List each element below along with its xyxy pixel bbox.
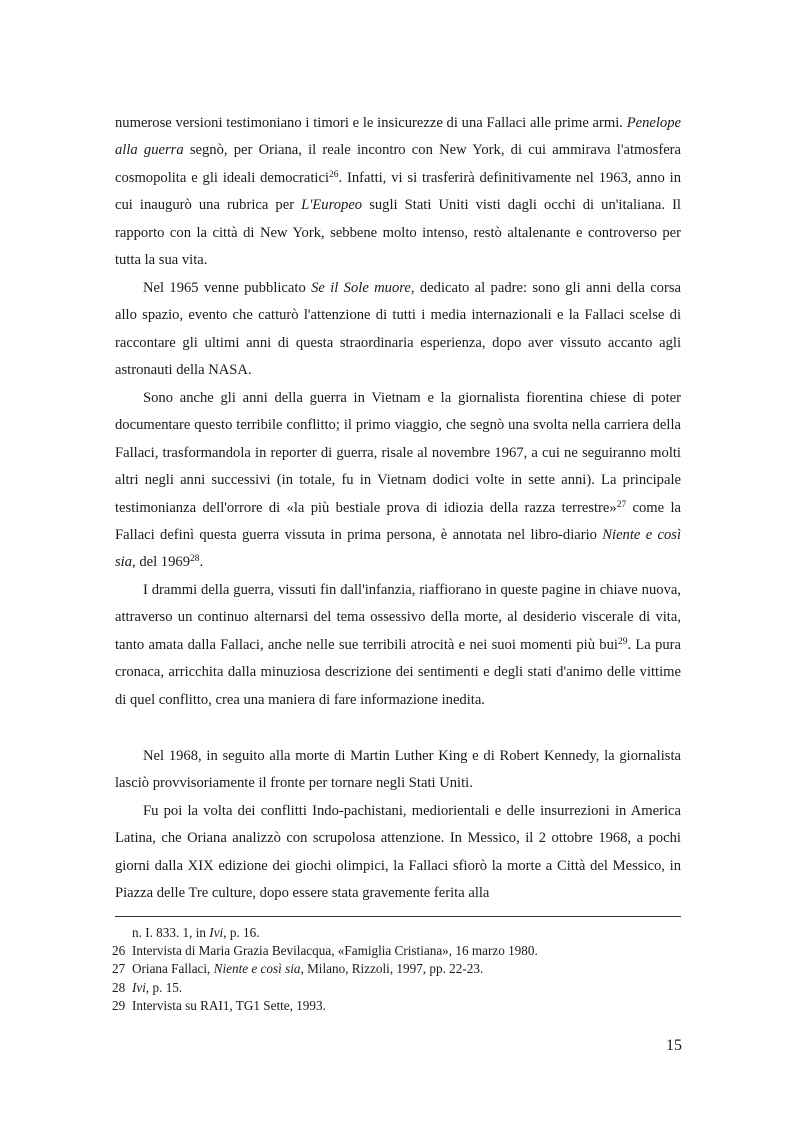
text-run: , p. 15. <box>145 979 183 995</box>
footnote-text <box>132 979 182 997</box>
body-paragraph <box>115 110 681 274</box>
footnote-ref[interactable]: 29 <box>617 636 628 647</box>
italic-title: Se il Sole muore <box>311 280 411 296</box>
footnote-29 <box>112 997 682 1015</box>
footnote-continuation <box>112 924 682 942</box>
italic-title: Ivi <box>132 979 146 995</box>
text-run: come la Fallaci definì questa guerra vissuta in prima persona, è annotata nel libro-diario <box>115 499 681 544</box>
text-run: n. I. 833. 1, in <box>132 925 210 940</box>
text-run: , del 1969 <box>132 554 190 571</box>
text-run: Sono anche gli anni della guerra in Vietnam e la giornalista fiorentina chiese di poter documentare questo terribile conflitto; il primo viaggio, che segnò una svolta nella carriera della Fallaci, trasformandola in reporter di guerra, risale al novembre 1967, a cui ne seguiranno molti altri negli anni successivi (in totale, fu in Vietnam dodici volte in sette anni). La principale testimonianza dell'orrore di «la più bestiale prova di idiozia della razza terrestre» <box>115 390 681 516</box>
footnote-ref[interactable]: 28 <box>190 554 200 565</box>
body-paragraph <box>115 798 681 908</box>
text-run: . Infatti, vi si trasferirà definitivamente nel 1963, anno in cui inaugurò una rubrica per <box>115 169 681 214</box>
footnote-ref[interactable]: 27 <box>616 499 627 510</box>
italic-title: L'Europeo <box>301 197 363 214</box>
page-number: 15 <box>666 1037 682 1054</box>
footnote-number: 27 <box>112 961 126 977</box>
footnote-27 <box>112 960 682 978</box>
text-run: sugli Stati Uniti visti dagli occhi di un'italiana. Il rapporto con la città di New York, sebbene molto intenso, restò altalenante e controverso per tutta la sua vita. <box>115 197 681 269</box>
text-run: numerose versioni testimoniano i timori e le insicurezze di una Fallaci alle prime armi. <box>115 115 627 131</box>
body-paragraph <box>115 577 681 714</box>
text-run: , Milano, Rizzoli, 1997, pp. 22-23. <box>300 961 484 977</box>
text-run: . La pura cronaca, arricchita dalla minuziosa descrizione dei sentimenti e degli stati d'animo delle vittime di quel conflitto, crea una maniera di fare informazione inedita. <box>115 636 681 708</box>
italic-title: Penelope alla guerra <box>115 115 681 159</box>
italic-title: Niente e così sia <box>115 527 681 571</box>
footnote-number: 29 <box>112 997 126 1013</box>
text-run: . <box>199 554 204 571</box>
text-run: , dedicato al padre: sono gli anni della corsa allo spazio, evento che catturò l'attenzione di tutti i media internazionali e la Fallaci scelse di raccontare gli ultimi anni di questa straordinaria esperienza, dopo aver vissuto accanto agli astronauti della NASA. <box>115 280 681 379</box>
text-run: , p. 16. <box>223 925 260 940</box>
text-run: Nel 1965 venne pubblicato <box>143 280 312 296</box>
footnote-number <box>112 924 132 942</box>
footnote-text <box>132 924 259 942</box>
footnote-text <box>132 960 483 978</box>
body-paragraph <box>115 385 681 577</box>
footnote-number: 26 <box>112 943 126 959</box>
italic-title: Niente e così sia <box>213 961 301 977</box>
text-run: Oriana Fallaci, <box>132 961 214 977</box>
text-run: Nel 1968, in seguito alla morte di Martin Luther King e di Robert Kennedy, la giornalista lasciò provvisoriamente il fronte per tornare negli Stati Uniti. <box>115 748 681 792</box>
footnote-text: Intervista su RAI1, TG1 Sette, 1993. <box>132 997 326 1013</box>
footnote-26 <box>112 942 682 960</box>
footnote-separator <box>115 916 681 917</box>
text-run: I drammi della guerra, vissuti fin dall'infanzia, riaffiorano in queste pagine in chiave nuova, attraverso un continuo alternarsi del tema ossessivo della morte, al desiderio viscerale di vita, tanto amata dalla Fallaci, anche nelle sue terribili atrocità e nei suoi momenti più bui <box>115 582 681 653</box>
text-run: segnò, per Oriana, il reale incontro con New York, di cui ammirava l'atmosfera cosmopolita e gli ideali democratici <box>115 142 682 186</box>
body-paragraph <box>115 275 681 385</box>
footnote-28 <box>112 979 682 997</box>
footnote-number: 28 <box>112 979 126 995</box>
italic-title: Ivi <box>209 925 224 940</box>
footnote-ref[interactable]: 26 <box>329 169 339 180</box>
body-paragraph <box>115 743 681 798</box>
text-run: Fu poi la volta dei conflitti Indo-pachistani, mediorientali e delle insurrezioni in America Latina, che Oriana analizzò con scrupolosa attenzione. In Messico, il 2 ottobre 1968, a pochi giorni dalla XIX edizione dei giochi olimpici, la Fallaci sfiorò la morte a Città del Messico, in Piazza delle Tre culture, dopo essere stata gravemente ferita alla <box>115 803 681 902</box>
footnote-text: Intervista di Maria Grazia Bevilacqua, «Famiglia Cristiana», 16 marzo 1980. <box>132 943 538 959</box>
footnotes <box>112 924 682 1015</box>
